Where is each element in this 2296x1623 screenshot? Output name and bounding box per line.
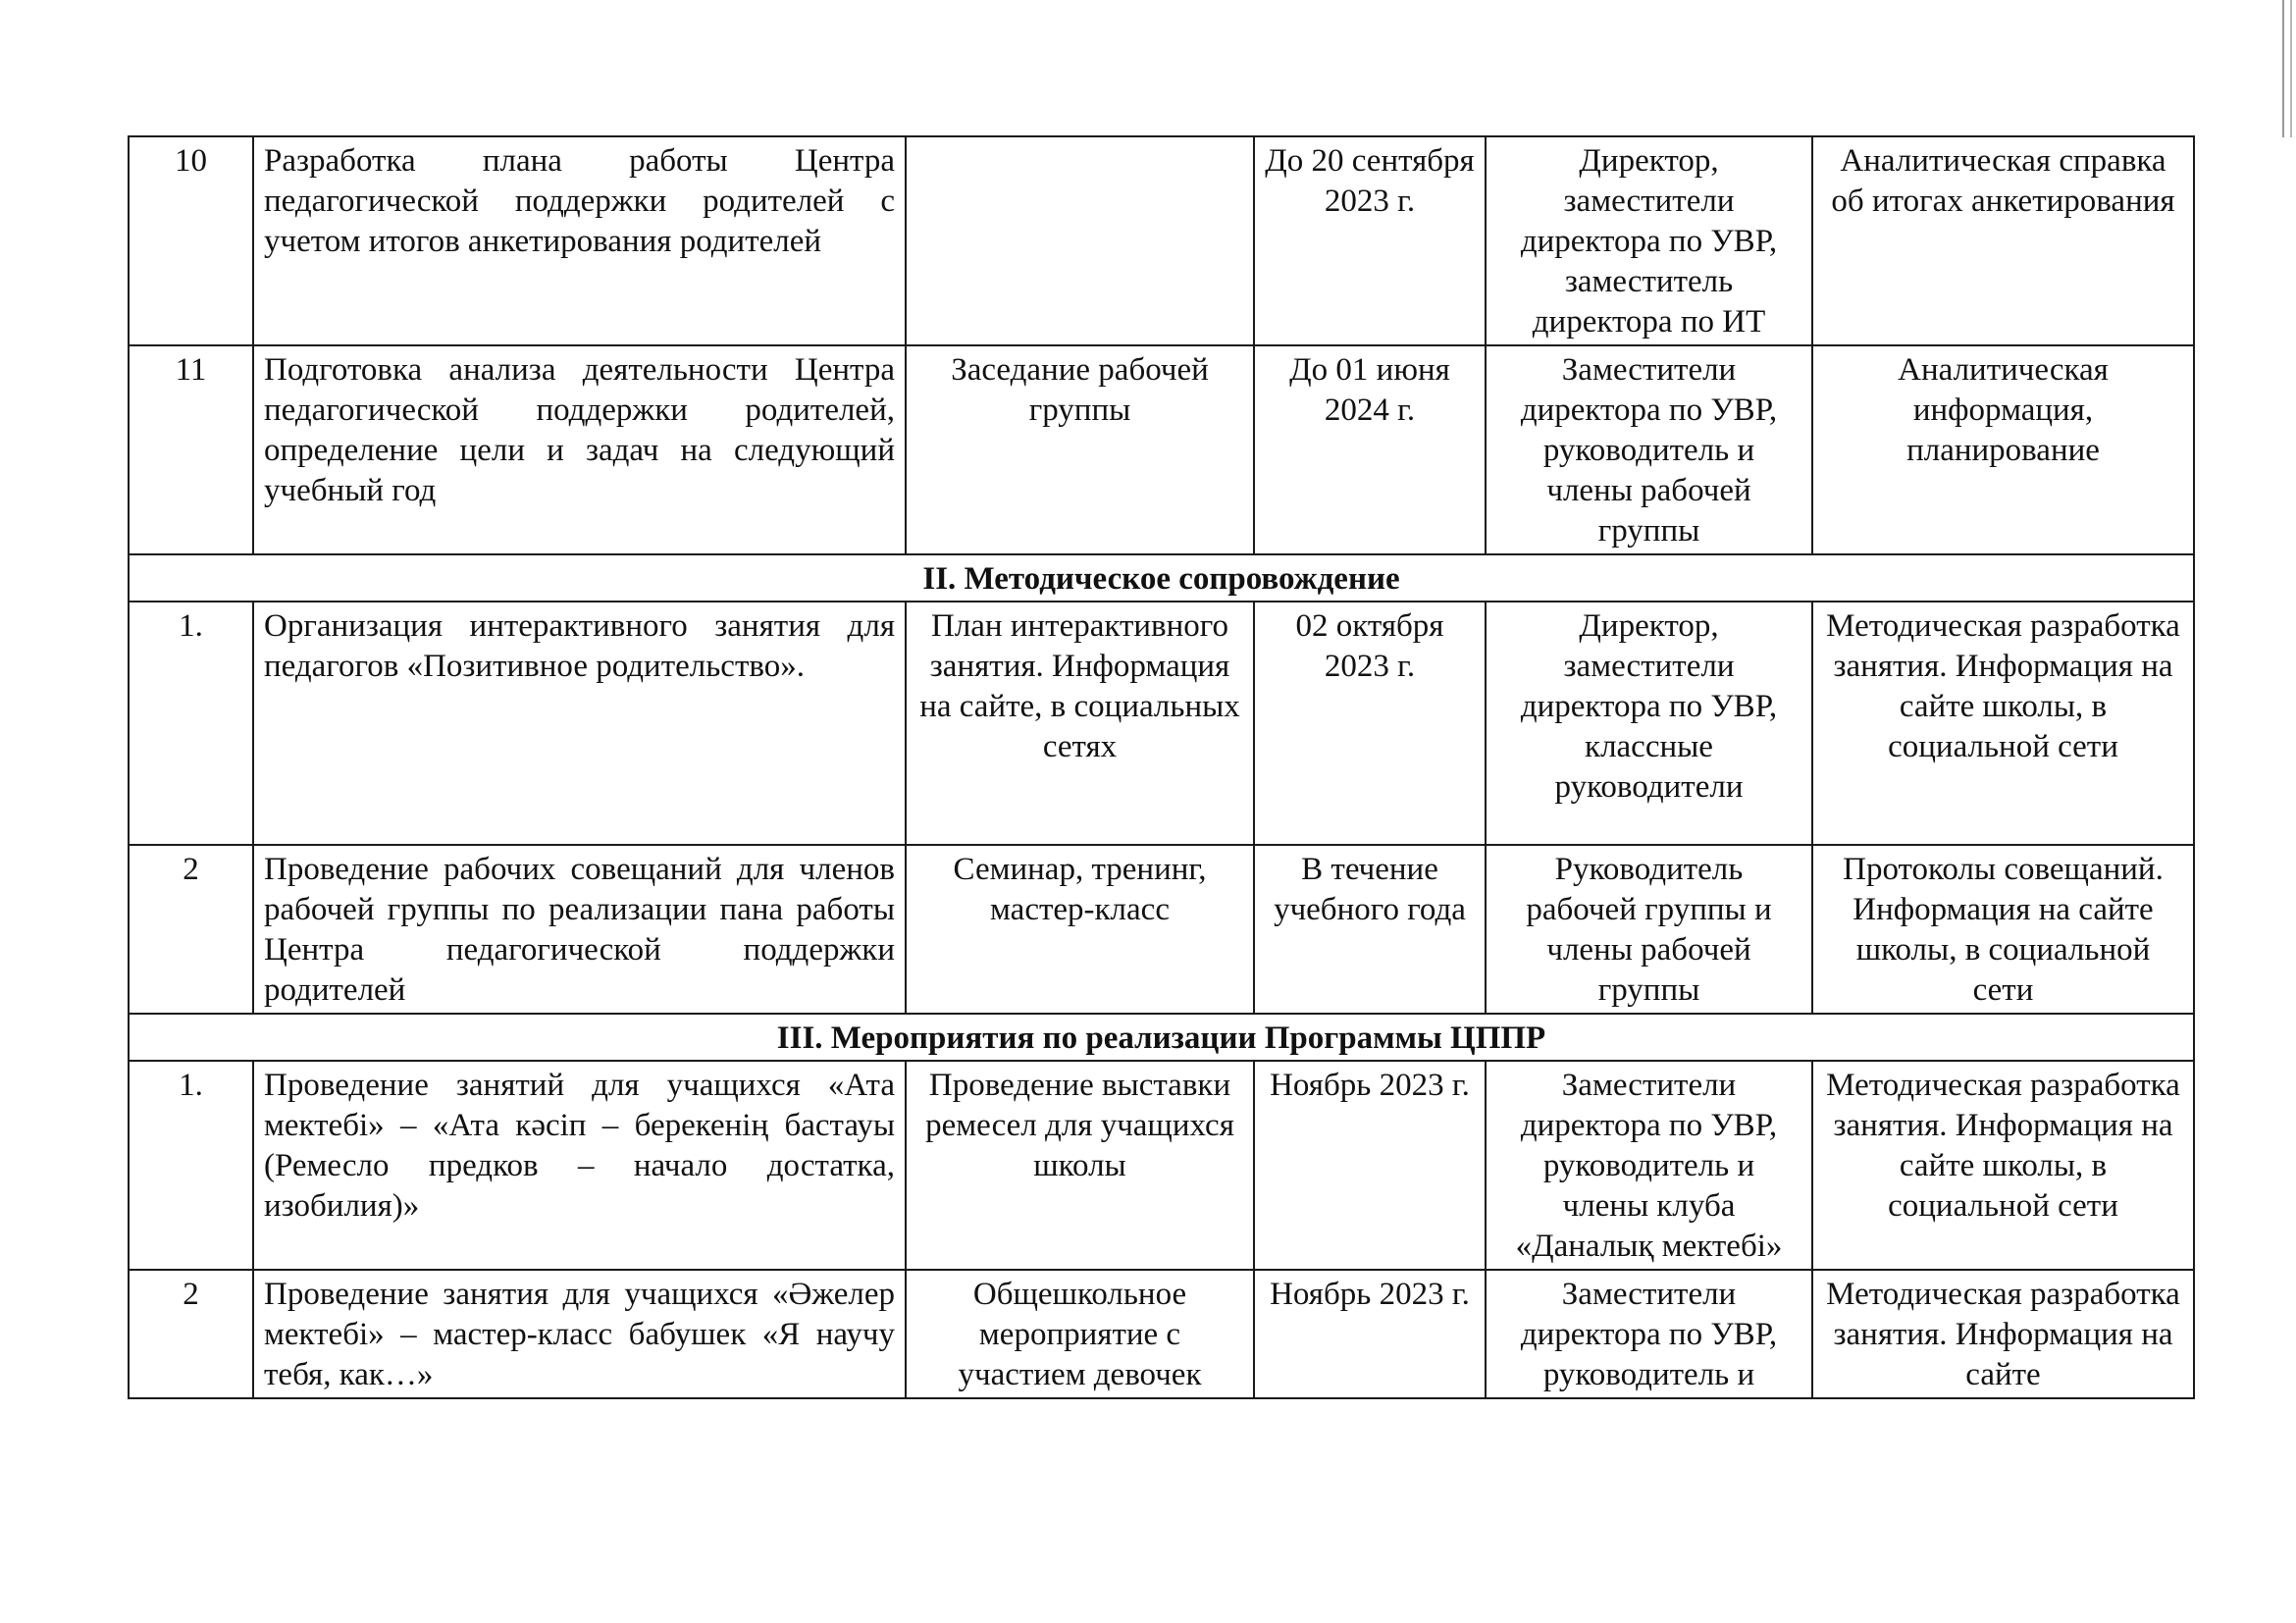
- section-heading-row: [129, 1014, 2194, 1061]
- result-cell: Методическая разработка занятия. Информация на сайте школы, в социальной сети: [1812, 1061, 2194, 1270]
- table-row: [129, 1061, 2194, 1270]
- row-number: 1.: [129, 1061, 253, 1270]
- date-cell: Ноябрь 2023 г.: [1254, 1061, 1486, 1270]
- scan-edge-mark: [2282, 0, 2292, 137]
- result-cell: Аналитическая справка об итогах анкетирования: [1812, 136, 2194, 345]
- result-cell: Методическая разработка занятия. Информация на сайте школы, в социальной сети: [1812, 602, 2194, 845]
- section-title-methodical: II. Методическое сопровождение: [129, 554, 2194, 602]
- responsible-cell: Директор, заместители директора по УВР, заместитель директора по ИТ: [1486, 136, 1812, 345]
- table-row: [129, 602, 2194, 845]
- table-row: [129, 345, 2194, 554]
- row-number: 2: [129, 1270, 253, 1398]
- form-cell: План интерактивного занятия. Информация на сайте, в социальных сетях: [906, 602, 1254, 845]
- date-cell: До 20 сентября 2023 г.: [1254, 136, 1486, 345]
- form-cell: Проведение выставки ремесел для учащихся школы: [906, 1061, 1254, 1270]
- date-cell: В течение учебного года: [1254, 845, 1486, 1014]
- row-number: 2: [129, 845, 253, 1014]
- table-row: [129, 1270, 2194, 1398]
- table-row: [129, 136, 2194, 345]
- event-cell: Разработка плана работы Центра педагогической поддержки родителей с учетом итогов анкетирования родителей: [253, 136, 906, 345]
- responsible-cell: Заместители директора по УВР, руководитель и: [1486, 1270, 1812, 1398]
- responsible-cell: Директор, заместители директора по УВР, классные руководители: [1486, 602, 1812, 845]
- row-number: 1.: [129, 602, 253, 845]
- plan-table: [128, 135, 2195, 1399]
- result-cell: Протоколы совещаний. Информация на сайте школы, в социальной сети: [1812, 845, 2194, 1014]
- result-cell: Аналитическая информация, планирование: [1812, 345, 2194, 554]
- event-cell: Проведение рабочих совещаний для членов рабочей группы по реализации пана работы Центра педагогической поддержки родителей: [253, 845, 906, 1014]
- result-cell: Методическая разработка занятия. Информация на сайте: [1812, 1270, 2194, 1398]
- date-cell: Ноябрь 2023 г.: [1254, 1270, 1486, 1398]
- date-cell: 02 октября 2023 г.: [1254, 602, 1486, 845]
- responsible-cell: Заместители директора по УВР, руководитель и члены клуба «Даналық мектебі»: [1486, 1061, 1812, 1270]
- row-number: 11: [129, 345, 253, 554]
- form-cell: Семинар, тренинг, мастер-класс: [906, 845, 1254, 1014]
- table-row: [129, 845, 2194, 1014]
- form-cell: [906, 136, 1254, 345]
- event-cell: Проведение занятий для учащихся «Ата мектебі» – «Ата кәсіп – берекенің бастауы (Ремесло предков – начало достатка, изобилия)»: [253, 1061, 906, 1270]
- section-title-program-events: III. Мероприятия по реализации Программы ЦППР: [129, 1014, 2194, 1061]
- section-heading-row: [129, 554, 2194, 602]
- event-cell: Подготовка анализа деятельности Центра педагогической поддержки родителей, определение цели и задач на следующий учебный год: [253, 345, 906, 554]
- event-cell: Организация интерактивного занятия для педагогов «Позитивное родительство».: [253, 602, 906, 845]
- row-number: 10: [129, 136, 253, 345]
- date-cell: До 01 июня 2024 г.: [1254, 345, 1486, 554]
- responsible-cell: Руководитель рабочей группы и члены рабочей группы: [1486, 845, 1812, 1014]
- event-cell: Проведение занятия для учащихся «Әжелер мектебі» – мастер-класс бабушек «Я научу тебя, как…»: [253, 1270, 906, 1398]
- responsible-cell: Заместители директора по УВР, руководитель и члены рабочей группы: [1486, 345, 1812, 554]
- form-cell: Заседание рабочей группы: [906, 345, 1254, 554]
- form-cell: Общешкольное мероприятие с участием девочек: [906, 1270, 1254, 1398]
